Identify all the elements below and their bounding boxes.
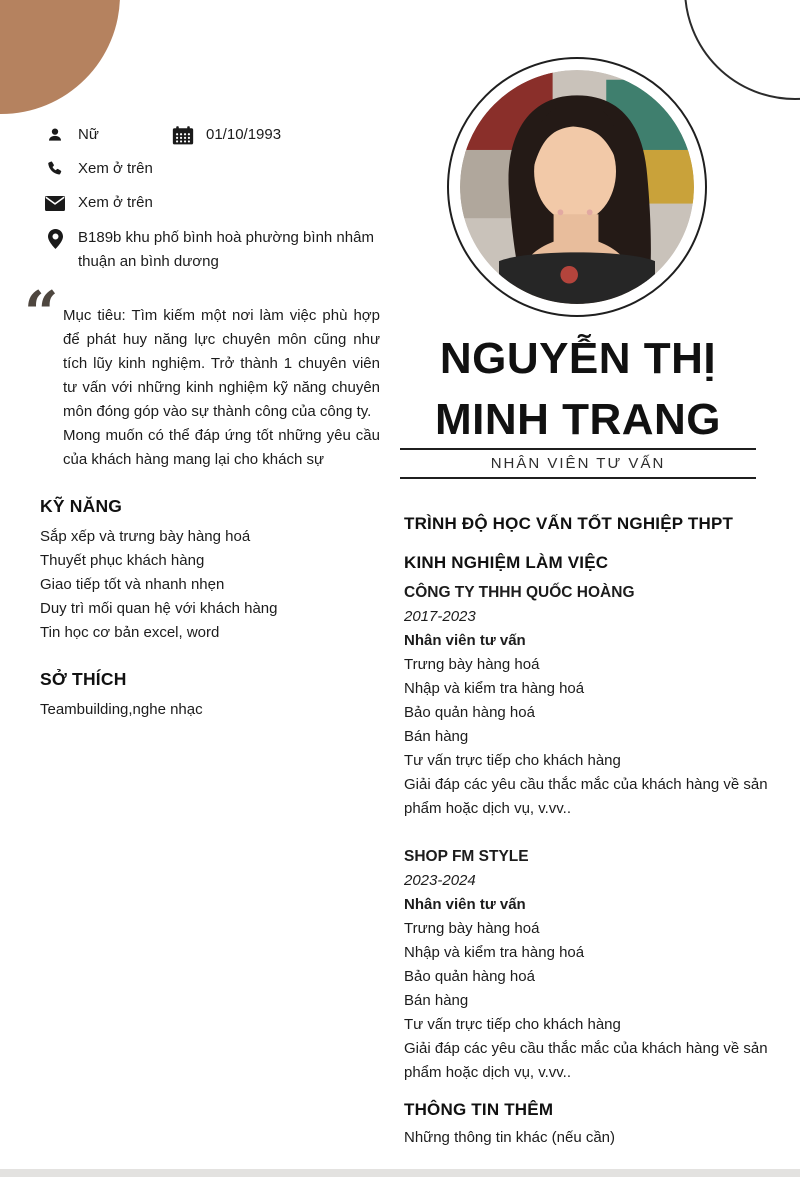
job-duty: Nhập và kiểm tra hàng hoá (404, 680, 585, 697)
ring-circle-decoration (684, 0, 800, 100)
job-duty: Bảo quản hàng hoá (404, 704, 535, 721)
company-name: CÔNG TY THHH QUỐC HOÀNG (404, 584, 635, 601)
job-duty: Trưng bày hàng hoá (404, 656, 540, 673)
skill-item: Duy trì mối quan hệ với khách hàng (40, 600, 278, 617)
calendar-icon (172, 125, 194, 145)
skill-item: Tin học cơ bản excel, word (40, 624, 220, 641)
job-period: 2023-2024 (404, 872, 476, 889)
quote-icon: “ (24, 279, 59, 349)
corner-circle-decoration (0, 0, 120, 114)
person-icon (44, 125, 66, 145)
phone-value: Xem ở trên (78, 160, 153, 177)
location-pin-icon (44, 229, 66, 249)
job-period: 2017-2023 (404, 608, 476, 625)
objective-paragraph-2: Mong muốn có thể đáp ứng tốt những yêu cầu của khách hàng mang lại cho khách sự (63, 427, 380, 468)
job-role: Nhân viên tư vấn (404, 896, 526, 913)
additional-info-heading: THÔNG TIN THÊM (404, 1100, 554, 1119)
job-title-bar (400, 448, 756, 479)
right-column (404, 514, 774, 1150)
job-duty: Tư vấn trực tiếp cho khách hàng (404, 752, 621, 769)
job-duty: Giải đáp các yêu cầu thắc mắc của khách hàng về sản phẩm hoặc dịch vụ, v.vv.. (404, 776, 768, 817)
skills-heading: KỸ NĂNG (40, 496, 123, 516)
phone-icon (44, 159, 66, 179)
job-entry (404, 581, 774, 821)
objective-paragraph-1: Mục tiêu: Tìm kiếm một nơi làm việc phù hợp để phát huy năng lực chuyên môn cũng như tích lũy kinh nghiệm. Trở thành 1 chuyên viên tư vấn với những kinh nghiệm kỹ năng chuyên môn đóng góp vào sự thành công của công ty. (63, 307, 380, 420)
job-role: Nhân viên tư vấn (404, 632, 526, 649)
job-duty: Nhập và kiểm tra hàng hoá (404, 944, 585, 961)
company-name: SHOP FM STYLE (404, 848, 529, 865)
email-row (40, 192, 382, 214)
envelope-icon (44, 193, 66, 213)
address-row (40, 226, 382, 274)
gender-field (44, 124, 172, 146)
experience-heading: KINH NGHIỆM LÀM VIỆC (404, 553, 609, 572)
job-entry (404, 845, 774, 1085)
skill-item: Sắp xếp và trưng bày hàng hoá (40, 528, 251, 545)
birthdate-field (172, 124, 281, 146)
job-duty: Tư vấn trực tiếp cho khách hàng (404, 1016, 621, 1033)
education-heading: TRÌNH ĐỘ HỌC VẤN TỐT NGHIỆP THPT (404, 514, 734, 533)
skill-item: Thuyết phục khách hàng (40, 552, 205, 569)
profile-photo (460, 70, 694, 304)
job-duty: Bảo quản hàng hoá (404, 968, 535, 985)
page-bottom-edge (0, 1169, 800, 1177)
objective-section (24, 279, 380, 472)
job-duty: Trưng bày hàng hoá (404, 920, 540, 937)
left-column (24, 124, 382, 722)
hobbies-heading: SỞ THÍCH (40, 669, 127, 689)
job-duty: Bán hàng (404, 992, 469, 1009)
phone-row (40, 158, 382, 180)
email-value: Xem ở trên (78, 194, 153, 211)
skills-list (40, 525, 382, 645)
candidate-name: NGUYỄN THỊ MINH TRANG (434, 334, 722, 444)
birthdate-value: 01/10/1993 (206, 126, 282, 143)
address-value: B189b khu phố bình hoà phường bình nhâm thuận an bình dương (78, 229, 374, 270)
additional-info-text: Những thông tin khác (nếu cần) (404, 1129, 616, 1146)
job-duty: Giải đáp các yêu cầu thắc mắc của khách hàng về sản phẩm hoặc dịch vụ, v.vv.. (404, 1040, 768, 1081)
gender-birthdate-row (40, 124, 382, 146)
job-duty: Bán hàng (404, 728, 469, 745)
profile-photo-ring (447, 57, 707, 317)
skill-item: Giao tiếp tốt và nhanh nhẹn (40, 576, 225, 593)
hobbies-text: Teambuilding,nghe nhạc (40, 701, 203, 718)
job-title: NHÂN VIÊN TƯ VẤN (490, 455, 666, 472)
gender-value: Nữ (78, 126, 99, 143)
